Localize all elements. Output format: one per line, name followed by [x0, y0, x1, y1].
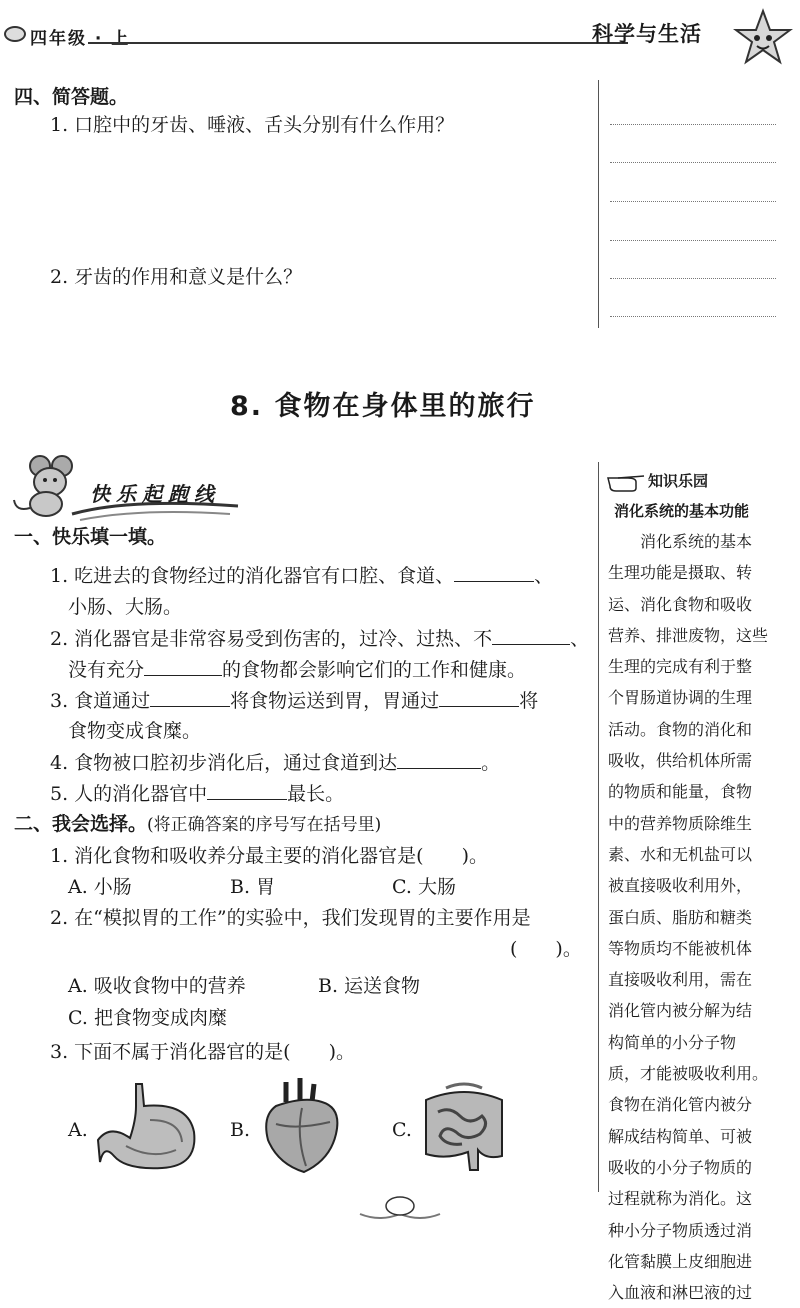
fill-question: 5. 人的消化器官中 最长。	[50, 783, 345, 805]
answer-line[interactable]	[610, 162, 776, 163]
answer-blank[interactable]	[144, 658, 222, 676]
answer-blank[interactable]	[397, 751, 481, 769]
page-number-ornament	[350, 1196, 450, 1226]
header-grade: 四年级 · 上	[30, 29, 131, 49]
stomach-image[interactable]	[96, 1080, 206, 1176]
option-a[interactable]: A. 吸收食物中的营养	[68, 975, 246, 997]
choice-question: 3. 下面不属于消化器官的是( )。	[50, 1041, 355, 1063]
answer-line[interactable]	[610, 278, 776, 279]
option-c[interactable]: C. 大肠	[392, 876, 456, 898]
question-text: 1. 口腔中的牙齿、唾液、舌头分别有什么作用？	[50, 114, 455, 136]
fill-question-cont: 食物变成食糜。	[68, 720, 202, 742]
section-heading-row: 二、我会选择。(将正确答案的序号写在括号里)	[14, 813, 382, 835]
option-a[interactable]: A.	[68, 1119, 88, 1141]
fill-question: 1. 吃进去的食物经过的消化器官有口腔、食道、 、	[50, 565, 554, 587]
answer-paren[interactable]: ( )。	[510, 938, 582, 960]
option-c[interactable]: C.	[392, 1119, 412, 1141]
fill-question: 3. 食道通过 将食物运送到胃，胃通过 将	[50, 690, 539, 712]
question-text: 2. 牙齿的作用和意义是什么？	[50, 266, 303, 288]
answer-line[interactable]	[610, 316, 776, 317]
option-a[interactable]: A. 小肠	[68, 876, 132, 898]
header-decoration-icon	[4, 26, 26, 42]
star-mascot-icon	[732, 8, 794, 70]
fill-question-cont: 小肠、大肠。	[68, 596, 183, 618]
knowledge-heading: 知识乐园	[648, 472, 709, 490]
pointing-hand-icon	[606, 470, 646, 492]
knowledge-title: 消化系统的基本功能	[614, 502, 750, 520]
section-heading: 一、快乐填一填。	[14, 526, 167, 548]
lesson-title: 8. 食物在身体里的旅行	[230, 391, 536, 422]
knowledge-divider	[598, 462, 599, 1192]
fill-question: 2. 消化器官是非常容易受到伤害的，过冷、过热、不 、	[50, 628, 590, 650]
intestine-image[interactable]	[416, 1080, 512, 1178]
choice-question: 1. 消化食物和吸收养分最主要的消化器官是( )。	[50, 845, 488, 867]
answer-blank[interactable]	[207, 782, 287, 800]
section-heading: 四、简答题。	[14, 86, 129, 108]
answer-line[interactable]	[610, 240, 776, 241]
answer-column-divider	[598, 80, 599, 328]
header-series-title: 科学与生活	[592, 22, 702, 46]
choice-question: 2. 在“模拟胃的工作”的实验中，我们发现胃的主要作用是	[50, 907, 531, 929]
fill-question-cont: 没有充分 的食物都会影响它们的工作和健康。	[68, 659, 527, 681]
fill-question: 4. 食物被口腔初步消化后，通过食道到达 。	[50, 752, 501, 774]
answer-blank[interactable]	[492, 627, 570, 645]
option-b[interactable]: B.	[230, 1119, 251, 1141]
answer-line[interactable]	[610, 124, 776, 125]
option-c[interactable]: C. 把食物变成肉糜	[68, 1007, 227, 1029]
header-rule	[88, 42, 628, 44]
option-b[interactable]: B. 运送食物	[318, 975, 421, 997]
knowledge-body: 消化系统的基本 生理功能是摄取、转 运、消化食物和吸收 营养、排泄废物，这些 生理的完成有利于整 个胃肠道协调的生理 活动。食物的消化和 吸收，供给机体所需 的物质和能量，食物 中的营养物质除维生 素、水和无机盐可以 被直接吸收利用外， 蛋白质、脂肪和糖类 等物质均不能被机体 直接吸收利用，需在 消化管内被分解为结 构简单的小分子物 质，才能被吸收利用。 食物在消化管内被分 解成结构简单、可被 吸收的小分子物质的 过程就称为消化。这 种小分子物质透过消 化管黏膜上皮细胞进 入血液和淋巴液的过	[608, 532, 769, 1303]
answer-blank[interactable]	[454, 564, 534, 582]
answer-blank[interactable]	[150, 689, 230, 707]
heart-image[interactable]	[256, 1076, 346, 1176]
answer-line[interactable]	[610, 201, 776, 202]
banner-title: 快乐起跑线	[90, 482, 220, 506]
option-b[interactable]: B. 胃	[230, 876, 276, 898]
answer-blank[interactable]	[439, 689, 519, 707]
